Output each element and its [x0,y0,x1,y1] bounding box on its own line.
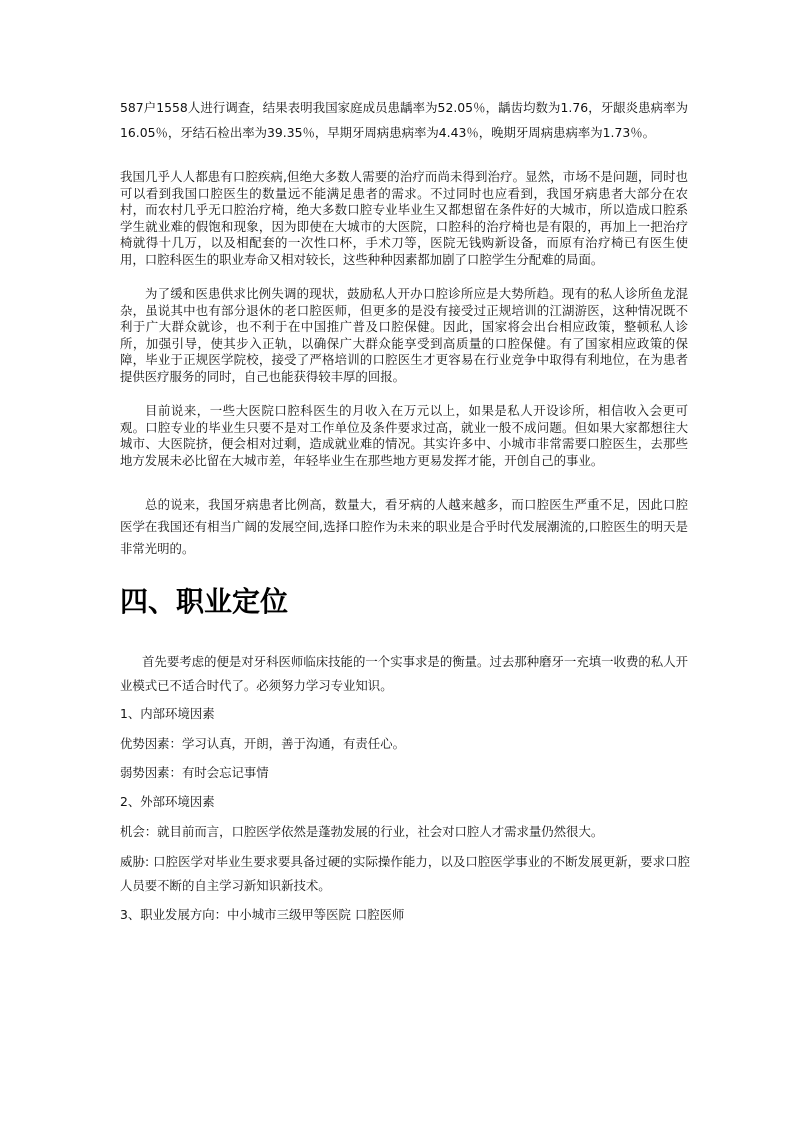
paragraph-text: 为了缓和医患供求比例失调的现状，鼓励私人开办口腔诊所应是大势所趋。现有的私人诊所鱼龙混杂，虽说其中也有部分退休的老口腔医师，但更多的是没有接受过正规培训的江湖游医，这种情况既不利于广大群众就诊，也不利于在中国推广普及口腔保健。因此，国家将会出台相应政策，整顿私人诊所，加强引导，使其步入正轨，以确保广大群众能享受到高质量的口腔保健。有了国家相应政策的保障，毕业于正规医学院校，接受了严格培训的口腔医生才更容易在行业竞争中取得有利地位，在为患者提供医疗服务的同时，自己也能获得较丰厚的回报。 [120,286,688,384]
paragraph-market-analysis [120,169,688,269]
paragraph-income-employment [120,403,688,469]
weaknesses-line: 弱势因素：有时会忘记事情 [120,765,269,780]
paragraph-text: 总的说来，我国牙病患者比例高，数量大，看牙病的人越来越多，而口腔医生严重不足，因此口腔医学在我国还有相当广阔的发展空间,选择口腔作为未来的职业是合乎时代发展潮流的,口腔医生的明天是非常光明的。 [120,497,688,556]
external-factors-title: 2、外部环境因素 [120,794,215,809]
paragraph-text: 587户1558人进行调查，结果表明我国家庭成员患龋率为52.05％，龋齿均数为1.76，牙龈炎患病率为16.05％，牙结石检出率为39.35％，早期牙周病患病率为4.43％，晚期牙周病患病率为1.73％。 [120,100,688,140]
career-direction-line: 3、职业发展方向：中小城市三级甲等医院 口腔医师 [120,907,405,922]
paragraph-text: 目前说来，一些大医院口腔科医生的月收入在万元以上，如果是私人开设诊所，相信收入会更可观。口腔专业的毕业生只要不是对工作单位及条件要求过高，就业一般不成问题。但如果大家都想往大城市、大医院挤，便会相对过剩，造成就业难的情况。其实许多中、小城市非常需要口腔医生，去那些地方发展未必比留在大城市差，年轻毕业生在那些地方更易发挥才能，开创自己的事业。 [120,403,688,468]
paragraph-text: 我国几乎人人都患有口腔疾病,但绝大多数人需要的治疗而尚未得到治疗。显然，市场不是问题，同时也可以看到我国口腔医生的数量远不能满足患者的需求。不过同时也应看到，我国牙病患者大部分在农村，而农村几乎无口腔治疗椅，绝大多数口腔专业毕业生又都想留在条件好的大城市，所以造成口腔系学生就业难的假饱和现象，因为即使在大城市的大医院，口腔科的治疗椅也是有限的，再加上一把治疗椅就得十几万，以及相配套的一次性口杯，手术刀等，医院无钱购新设备，而原有治疗椅已有医生使用，口腔科医生的职业寿命又相对较长，这些种种因素都加剧了口腔学生分配难的局面。 [120,169,688,267]
paragraph-statistics [120,96,688,145]
paragraph-intro [120,650,688,698]
section-heading: 四、职业定位 [120,585,289,618]
strengths-line: 优势因素：学习认真，开朗，善于沟通，有责任心。 [120,736,405,751]
paragraph-summary [120,494,688,560]
internal-factors-title: 1、内部环境因素 [120,706,215,721]
paragraph-private-clinics [120,286,688,386]
threat-block [120,850,690,898]
threat-line: 威胁: 口腔医学对毕业生要求要具备过硬的实际操作能力，以及口腔医学事业的不断发展更新，要求口腔人员要不断的自主学习新知识新技术。 [120,854,690,893]
opportunity-line: 机会：就目前而言，口腔医学依然是蓬勃发展的行业，社会对口腔人才需求量仍然很大。 [120,824,604,839]
paragraph-text: 首先要考虑的便是对牙科医师临床技能的一个实事求是的衡量。过去那种磨牙一充填一收费的私人开业模式已不适合时代了。必须努力学习专业知识。 [120,654,688,693]
